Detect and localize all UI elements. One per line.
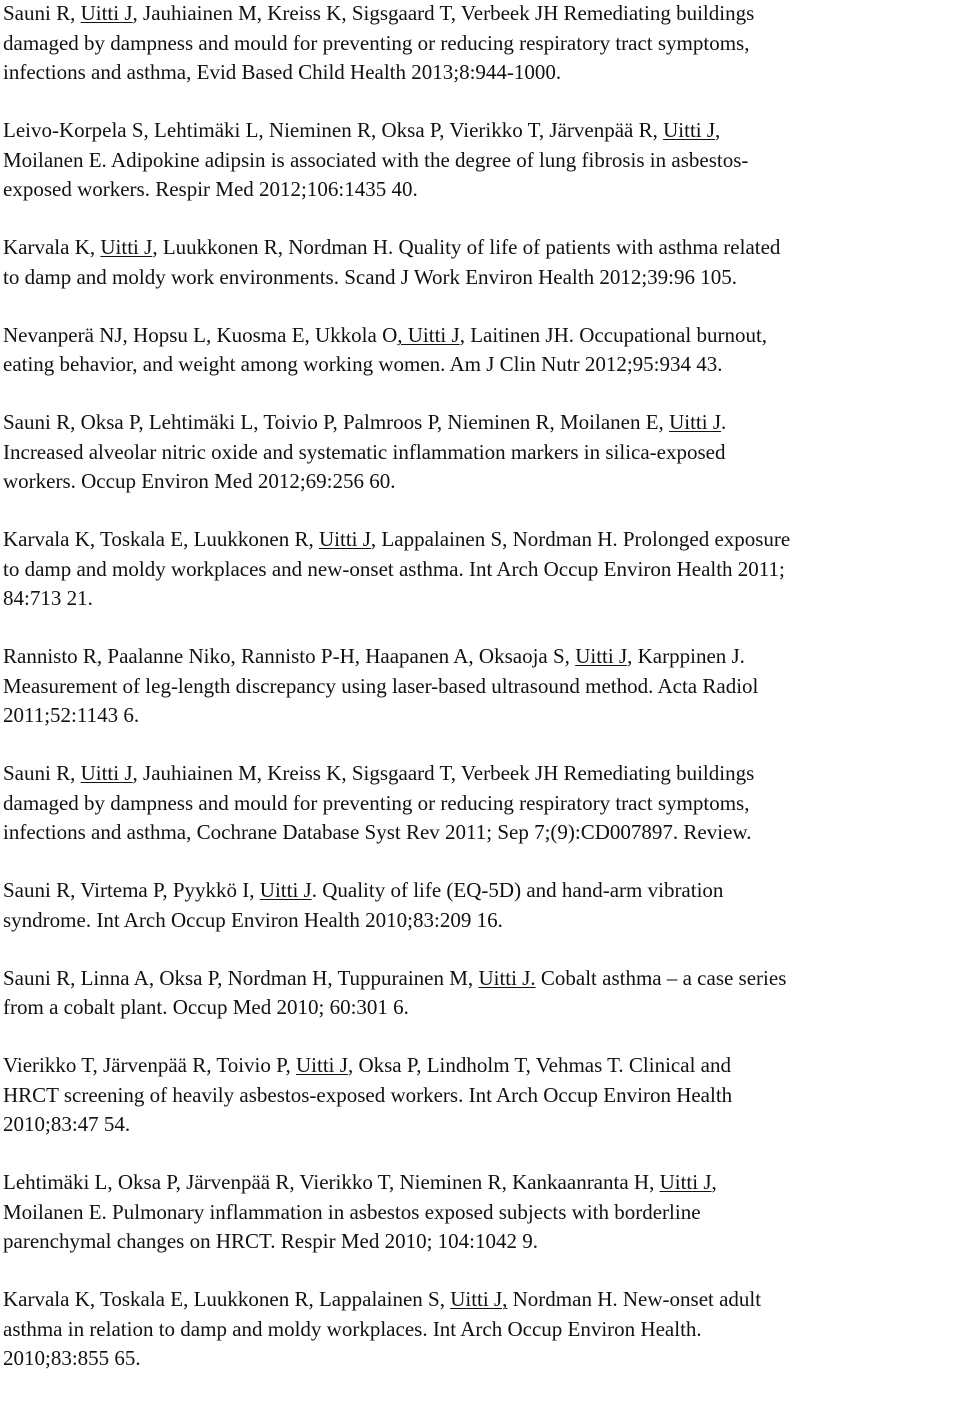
reference-line [3, 701, 955, 731]
reference-line [3, 584, 955, 614]
reference-text: asthma in relation to damp and moldy workplaces. Int Arch Occup Environ Health. [3, 1316, 702, 1341]
reference-line [3, 263, 955, 293]
reference-text: , Jauhiainen M, Kreiss K, Sigsgaard T, Verbeek JH Remediating buildings [132, 761, 755, 785]
reference-line [3, 1198, 955, 1228]
reference-line [3, 1285, 955, 1315]
reference-text: , Oksa P, Lindholm T, Vehmas T. Clinical and [347, 1053, 731, 1077]
reference-line [3, 467, 955, 497]
reference-line [3, 555, 955, 585]
reference-text: eating behavior, and weight among working women. Am J Clin Nutr 2012;95:934 43. [3, 352, 723, 376]
reference-text: Sauni R [3, 1, 71, 25]
reference-line [3, 146, 955, 176]
reference-text: , Laitinen JH. Occupational burnout, [459, 322, 768, 347]
reference-text: Nevanperä NJ, Hopsu L, Kuosma E, Ukkola O [3, 322, 398, 347]
reference-text: , Karppinen J. [627, 644, 745, 668]
reference-text: 2010;83:855 65. [3, 1346, 141, 1370]
reference-entry [3, 408, 955, 497]
reference-line [3, 876, 955, 906]
highlighted-author: Uitti J [669, 410, 721, 434]
reference-entry [3, 876, 955, 935]
highlighted-author: , Uitti J [397, 322, 460, 347]
reference-entry [3, 759, 955, 848]
reference-text: , Jauhiainen M, Kreiss K, Sigsgaard T, Verbeek JH Remediating buildings [132, 1, 755, 25]
reference-line [3, 672, 955, 702]
reference-line [3, 29, 955, 59]
reference-text: Karvala K, [3, 235, 101, 259]
reference-line [3, 1168, 955, 1198]
reference-line [3, 0, 955, 29]
reference-text: HRCT screening of heavily asbestos-exposed workers. Int Arch Occup Environ Health [3, 1082, 733, 1107]
highlighted-author: Uitti J [663, 118, 716, 142]
reference-text: , [715, 118, 721, 142]
reference-line [3, 1227, 955, 1257]
reference-text: Vierikko T, Järvenpää R, Toivio P, [3, 1053, 296, 1077]
reference-line [3, 350, 955, 380]
reference-text: , [711, 1170, 717, 1194]
reference-line [3, 789, 955, 819]
reference-entry [3, 116, 955, 205]
reference-text: damaged by dampness and mould for preventing or reducing respiratory tract symptoms, [3, 30, 750, 55]
reference-line [3, 1110, 955, 1140]
reference-text: syndrome. Int Arch Occup Environ Health 2010;83:209 16. [3, 907, 503, 932]
reference-text: , Luukkonen R, Nordman H. Quality of life of patients with asthma related [152, 235, 781, 259]
reference-line [3, 964, 955, 994]
reference-text: Cobalt asthma – a case series [535, 965, 787, 990]
highlighted-author: Uitti J. [478, 965, 536, 990]
reference-text: Nordman H. New-onset adult [507, 1287, 762, 1311]
highlighted-author: Uitti J [259, 878, 312, 902]
highlighted-author: Uitti J [318, 527, 371, 551]
reference-text: exposed workers. Respir Med 2012;106:1435 40. [3, 177, 418, 201]
reference-line [3, 1344, 955, 1374]
highlighted-author: Uitti J [296, 1053, 348, 1077]
reference-text: Karvala K, Toskala E, Luukkonen R, [3, 527, 319, 551]
reference-line [3, 175, 955, 205]
highlighted-author: Uitti J, [450, 1287, 508, 1311]
reference-text: damaged by dampness and mould for preventing or reducing respiratory tract symptoms, [3, 790, 750, 815]
reference-entry [3, 525, 955, 614]
reference-text: parenchymal changes on HRCT. Respir Med 2010; 104:1042 9. [3, 1229, 539, 1253]
reference-line [3, 58, 955, 88]
reference-text: workers. Occup Environ Med 2012;69:256 60. [3, 469, 396, 493]
reference-line [3, 642, 955, 672]
reference-entry [3, 321, 955, 380]
reference-text: infections and asthma, Cochrane Database Syst Rev 2011; Sep 7;(9):CD007897. Review. [3, 820, 752, 844]
reference-text: Sauni R, Linna A, Oksa P, Nordman H, Tuppurainen M, [3, 965, 479, 990]
reference-entry [3, 1051, 955, 1140]
reference-line [3, 233, 955, 263]
reference-text: Measurement of leg-length discrepancy using laser-based ultrasound method. Acta Radiol [3, 673, 759, 698]
reference-line [3, 1051, 955, 1081]
reference-text: Leivo-Korpela S, Lehtimäki L, Nieminen R, Oksa P, Vierikko T, Järvenpää R, [3, 118, 664, 142]
reference-line [3, 321, 955, 351]
reference-text: Karvala K, Toskala E, Luukkonen R, Lappalainen S, [3, 1287, 451, 1311]
highlighted-author: Uitti J [80, 761, 133, 785]
reference-line [3, 906, 955, 936]
reference-text: Lehtimäki L, Oksa P, Järvenpää R, Vierikko T, Nieminen R, Kankaanranta H, [3, 1170, 660, 1194]
reference-text: , [70, 1, 81, 25]
highlighted-author: Uitti J [80, 1, 133, 25]
reference-line [3, 438, 955, 468]
reference-text: Moilanen E. Adipokine adipsin is associated with the degree of lung fibrosis in asbestos- [3, 147, 749, 172]
reference-line [3, 1315, 955, 1345]
reference-entry [3, 0, 955, 88]
reference-line [3, 408, 955, 438]
reference-entry [3, 642, 955, 731]
reference-line [3, 993, 955, 1023]
reference-text: 2010;83:47 54. [3, 1112, 131, 1136]
reference-text: Sauni R, Oksa P, Lehtimäki L, Toivio P, Palmroos P, Nieminen R, Moilanen E, [3, 410, 670, 434]
reference-text: , Lappalainen S, Nordman H. Prolonged exposure [370, 527, 791, 551]
reference-text: 2011;52:1143 6. [3, 703, 140, 727]
reference-text: Rannisto R, Paalanne Niko, Rannisto P-H, Haapanen A, Oksaoja S, [3, 644, 576, 668]
reference-text: , [70, 761, 81, 785]
reference-line [3, 116, 955, 146]
reference-line [3, 525, 955, 555]
highlighted-author: Uitti J [575, 644, 628, 668]
reference-entry [3, 233, 955, 292]
reference-text: . Quality of life (EQ-5D) and hand-arm vibration [311, 878, 724, 902]
reference-list [3, 0, 955, 1402]
reference-line [3, 818, 955, 848]
reference-entry [3, 1285, 955, 1374]
reference-text: to damp and moldy workplaces and new-onset asthma. Int Arch Occup Environ Health 2011; [3, 556, 785, 581]
reference-text: Moilanen E. Pulmonary inflammation in asbestos exposed subjects with borderline [3, 1199, 701, 1224]
reference-line [3, 759, 955, 789]
reference-text: Increased alveolar nitric oxide and systematic inflammation markers in silica-exposed [3, 439, 726, 464]
reference-text: infections and asthma, Evid Based Child Health 2013;8:944-1000. [3, 60, 562, 84]
reference-text: to damp and moldy work environments. Scand J Work Environ Health 2012;39:96 105. [3, 264, 737, 289]
reference-entry [3, 964, 955, 1023]
highlighted-author: Uitti J [100, 235, 153, 259]
reference-text: from a cobalt plant. Occup Med 2010; 60:301 6. [3, 995, 409, 1019]
highlighted-author: Uitti J [659, 1170, 712, 1194]
reference-text: Sauni R [3, 761, 71, 785]
reference-text: 84:713 21. [3, 586, 93, 610]
reference-entry [3, 1168, 955, 1257]
reference-text: . [721, 410, 727, 434]
reference-line [3, 1081, 955, 1111]
reference-text: Sauni R, Virtema P, Pyykkö I, [3, 878, 260, 902]
